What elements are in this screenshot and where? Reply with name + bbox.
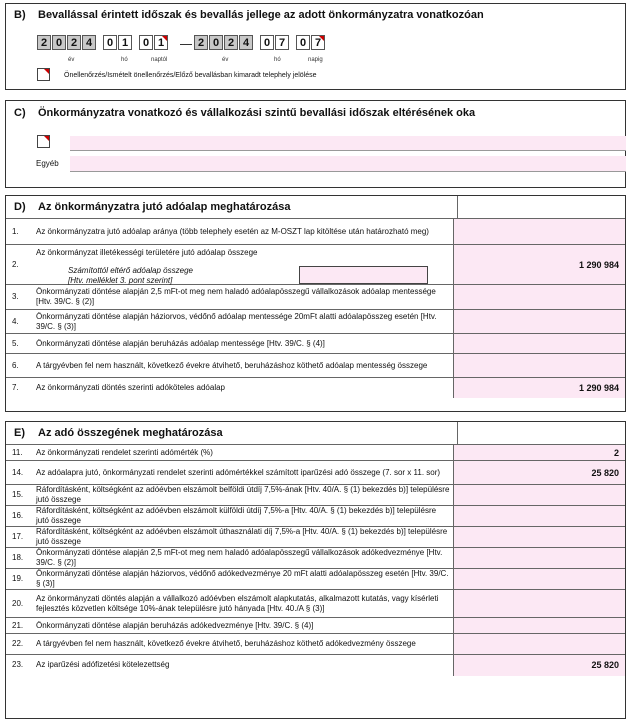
row-value-field[interactable] [454, 590, 626, 618]
table-row [6, 285, 625, 310]
row-text: A tárgyévben fel nem használt, következő évekre átvihető, beruházáshoz köthető adóalap mentesség összege [34, 354, 454, 378]
section-d-header-valcell [457, 196, 625, 218]
row-text: Önkormányzati döntése alapján 2,5 mFt-ot meg nem haladó adóalapösszegű vállalkozások adókedvezménye [Htv. 39/C. § (2)] [34, 548, 454, 569]
period-dash [180, 44, 192, 45]
date-digit[interactable]: 2 [67, 35, 81, 50]
label-napig: napig [308, 57, 323, 63]
egyeb-label: Egyéb [36, 159, 59, 168]
date-digit[interactable]: 0 [52, 35, 66, 50]
row-text: Az adóalapra jutó, önkormányzati rendelet szerinti adómértékkel számított iparűzési adó összege (7. sor x 11. sor) [34, 461, 454, 485]
section-e [5, 421, 626, 719]
date-digit[interactable]: 2 [37, 35, 51, 50]
row-text: Ráfordításként, költségként az adóévben elszámolt úthasználati díj 7,5%-a [Htv. 40/A. § (1) bekezdés b)] településre jutó összege [34, 527, 454, 548]
section-e-title: Az adó összegének meghatározása [38, 427, 223, 439]
label-ho: hó [121, 57, 128, 63]
row-number: 22. [6, 634, 34, 655]
row-value-field[interactable]: 2 [454, 445, 626, 461]
row-number: 11. [6, 445, 34, 461]
section-d-letter: D) [14, 201, 26, 213]
section-d-table [6, 218, 625, 398]
reason-field-other[interactable] [70, 156, 626, 172]
section-c-letter: C) [14, 107, 26, 119]
table-row [6, 548, 625, 569]
row-text: Önkormányzati döntése alapján beruházás adóalap mentessége [Htv. 39/C. § (4)] [34, 334, 454, 354]
table-row [6, 354, 625, 378]
table-row [6, 445, 625, 461]
row-value-field[interactable]: 1 290 984 [454, 378, 626, 398]
row-text: Ráfordításként, költségként az adóévben elszámolt belföldi útdíj 7,5%-ának [Htv. 40/A. § (1) bekezdés b)] településre jutó összege [34, 485, 454, 506]
date-digit[interactable]: 7 [275, 35, 289, 50]
row-text: A tárgyévben fel nem használt, következő évekre átvihető, beruházáshoz köthető adókedvezmény összege [34, 634, 454, 655]
row-value-field[interactable] [454, 219, 626, 245]
alt-base-note: [Htv. melléklet 3. pont szerint] [68, 276, 173, 285]
row-number: 14. [6, 461, 34, 485]
row-text: Az önkormányzat illetékességi területére jutó adóalap összege [34, 245, 454, 285]
alt-base-label: Számítottól eltérő adóalap összege [68, 266, 193, 275]
section-c [5, 100, 626, 188]
alt-base-input[interactable] [299, 266, 428, 284]
table-row [6, 569, 625, 590]
row-value-field[interactable] [454, 285, 626, 310]
label-ev: év [68, 57, 75, 63]
row-value-field[interactable] [454, 310, 626, 334]
row-value-field[interactable] [454, 548, 626, 569]
row-value-field[interactable] [454, 485, 626, 506]
row-text: Önkormányzati döntése alapján háziorvos, védőnő adóalap mentessége 20mFt alatti adóalapösszeg esetén [Htv. 39/C. § (3)] [34, 310, 454, 334]
row-value-field[interactable] [454, 634, 626, 655]
row-value-field[interactable]: 25 820 [454, 461, 626, 485]
row-text: Az önkormányzatra jutó adóalap aránya (több telephely esetén az M-OSZT lap kitöltése után határozható meg) [34, 219, 454, 245]
date-digit[interactable]: 2 [194, 35, 208, 50]
self-revision-label: Önellenőrzés/Ismételt önellenőrzés/Előző bevallásban kimaradt telephely jelölése [64, 72, 317, 79]
row-number: 23. [6, 655, 34, 676]
date-digit[interactable]: 2 [224, 35, 238, 50]
row-number: 2. [6, 245, 34, 285]
row-number: 18. [6, 548, 34, 569]
table-row [6, 506, 625, 527]
row-number: 6. [6, 354, 34, 378]
row-number: 20. [6, 590, 34, 618]
row-number: 16. [6, 506, 34, 527]
row-text: Önkormányzati döntése alapján beruházás adókedvezménye [Htv. 39/C. § (4)] [34, 618, 454, 634]
table-row [6, 378, 625, 398]
date-digit[interactable]: 4 [82, 35, 96, 50]
date-digit[interactable]: 0 [209, 35, 223, 50]
table-row [6, 618, 625, 634]
label-nap: naptól [151, 57, 168, 63]
row-value-field[interactable] [454, 569, 626, 590]
row-value-field[interactable] [454, 527, 626, 548]
section-b-letter: B) [14, 9, 26, 21]
row-number: 17. [6, 527, 34, 548]
table-row [6, 485, 625, 506]
section-c-title: Önkormányzatra vonatkozó és vállalkozási szintű bevallási időszak eltérésének oka [38, 107, 476, 119]
row-value-field[interactable] [454, 354, 626, 378]
reason-field-1[interactable] [70, 136, 626, 151]
row-number: 3. [6, 285, 34, 310]
row-text: Az önkormányzati döntés szerinti adóköteles adóalap [34, 378, 454, 398]
table-row [6, 310, 625, 334]
date-digit[interactable]: 0 [103, 35, 117, 50]
row-number: 5. [6, 334, 34, 354]
label-ev2: év [222, 57, 229, 63]
section-b-title: Bevallással érintett időszak és bevallás jellege az adott önkormányzatra vonatkozóan [38, 9, 484, 21]
row-value-field[interactable] [454, 506, 626, 527]
date-digit[interactable]: 1 [154, 35, 168, 50]
section-d-title: Az önkormányzatra jutó adóalap meghatározása [38, 201, 291, 213]
date-digit[interactable]: 4 [239, 35, 253, 50]
date-digit[interactable]: 0 [260, 35, 274, 50]
table-row [6, 334, 625, 354]
reason-checkbox[interactable] [37, 135, 50, 148]
section-e-header-valcell [457, 422, 625, 444]
self-revision-checkbox[interactable] [37, 68, 50, 81]
section-d-header [6, 196, 625, 218]
row-text: Önkormányzati döntése alapján 2,5 mFt-ot meg nem haladó adóalapösszegű vállalkozások adóalap mentessége [Htv. 39/C. § (2)] [34, 285, 454, 310]
row-text: Önkormányzati döntése alapján háziorvos, védőnő adókedvezménye 20 mFt alatti adóalapösszeg esetén [Htv. 39/C. § (3)] [34, 569, 454, 590]
row-text: Az iparűzési adófizetési kötelezettség [34, 655, 454, 676]
section-e-letter: E) [14, 427, 25, 439]
row-number: 7. [6, 378, 34, 398]
row-number: 21. [6, 618, 34, 634]
section-b [5, 3, 626, 90]
row-text: Ráfordításként, költségként az adóévben elszámolt külföldi útdíj 7,5%-a [Htv. 40/A. § (1) bekezdés b)] településre jutó összege [34, 506, 454, 527]
date-digit[interactable]: 0 [139, 35, 153, 50]
row-value-field[interactable] [454, 334, 626, 354]
date-digit[interactable]: 7 [311, 35, 325, 50]
table-row [6, 219, 625, 245]
table-row [6, 634, 625, 655]
row-value-field[interactable] [454, 618, 626, 634]
row-text: Az önkormányzati döntés alapján a vállalkozó adóévben elszámolt alapkutatás, alkalmazott kutatás, vagy kísérleti fejlesztés közvetlen költsége 10%-ának településre jutó hányada [Htv. 40./A § (3)] [34, 590, 454, 618]
date-digit[interactable]: 0 [296, 35, 310, 50]
row-number: 15. [6, 485, 34, 506]
date-digit[interactable]: 1 [118, 35, 132, 50]
table-row [6, 527, 625, 548]
section-d [5, 195, 626, 412]
section-e-table [6, 444, 625, 676]
table-row [6, 461, 625, 485]
row-text: Az önkormányzati rendelet szerinti adómérték (%) [34, 445, 454, 461]
row-value-field[interactable]: 1 290 984 [454, 245, 626, 285]
row-number: 1. [6, 219, 34, 245]
row-number: 19. [6, 569, 34, 590]
row-number: 4. [6, 310, 34, 334]
table-row [6, 590, 625, 618]
table-row [6, 655, 625, 676]
row-value-field[interactable]: 25 820 [454, 655, 626, 676]
section-e-header [6, 422, 625, 444]
label-ho2: hó [274, 57, 281, 63]
